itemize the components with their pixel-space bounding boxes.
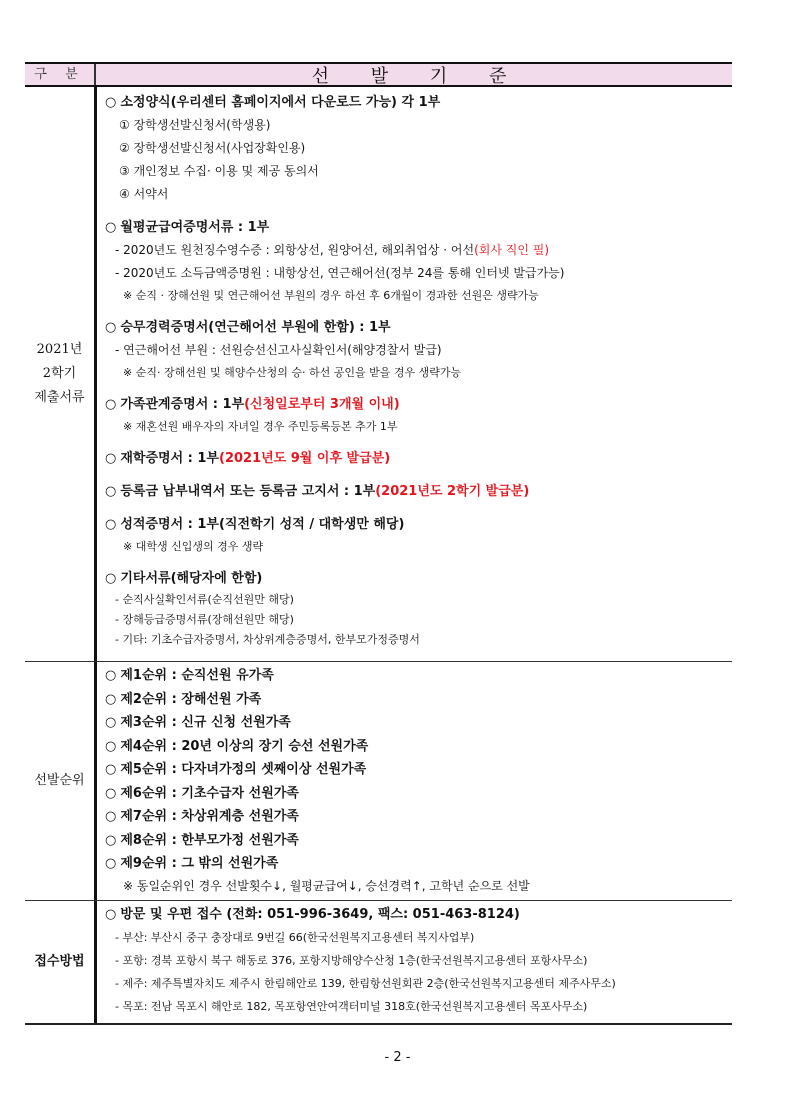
rank-item: ○ 제8순위 : 한부모가정 선원가족 <box>105 832 299 848</box>
forms-title: ○ 소정양식(우리센터 홈페이지에서 다운로드 가능) 각 1부 <box>105 95 441 110</box>
header-category: 구 분 <box>25 64 96 85</box>
rank-item: ○ 제5순위 : 다자녀가정의 셋째이상 선원가족 <box>105 762 367 777</box>
grades-note: ※ 대학생 신입생의 경우 생략 <box>123 540 264 553</box>
submission-row <box>25 900 732 1023</box>
ranking-row <box>25 661 732 900</box>
ranking-label: 선발순위 <box>25 662 97 900</box>
documents-label <box>25 87 97 661</box>
others-item: - 순직사실확인서류(순직선원만 해당) <box>115 593 294 606</box>
submission-address: - 부산: 부산시 중구 충장대로 9번길 66(한국선원복지고용센터 복지사업부) <box>115 931 475 944</box>
rank-item: ○ 제2순위 : 장해선원 가족 <box>105 691 262 707</box>
submission-label: 접수방법 <box>25 901 97 1023</box>
submission-address: - 포항: 경북 포항시 북구 해동로 376, 포항지방해양수산청 1층(한국선원복지고용센터 포항사무소) <box>115 954 588 967</box>
forms-item: ③ 개인정보 수집· 이용 및 제공 동의서 <box>119 164 319 178</box>
career-title: ○ 승무경력증명서(연근해어선 부원에 한함) : 1부 <box>105 320 391 335</box>
table-header-row <box>25 64 732 87</box>
others-item: - 장해등급증명서류(장해선원만 해당) <box>115 613 294 626</box>
forms-item: ① 장학생선발신청서(학생용) <box>119 118 271 132</box>
submission-address: - 제주: 제주특별자치도 제주시 한림해안로 139, 한림항선원회관 2층(한국선원복지고용센터 제주사무소) <box>115 977 616 990</box>
salary-line: - 2020년도 소득금액증명원 : 내항상선, 연근해어선(정부 24를 통해 인터넷 발급가능) <box>115 266 565 280</box>
salary-title: ○ 월평균급여증명서류 : 1부 <box>105 220 270 235</box>
grades-title: ○ 성적증명서 : 1부(직전학기 성적 / 대학생만 해당) <box>105 517 405 532</box>
page-number: - 2 - <box>384 1050 411 1065</box>
selection-criteria-table <box>25 62 732 1025</box>
submission-address: - 목포: 전남 목포시 해안로 182, 목포항연안여객터미널 318호(한국선원복지고용센터 목포사무소) <box>115 1000 588 1013</box>
rank-item: ○ 제6순위 : 기초수급자 선원가족 <box>105 785 299 801</box>
tuition-title: ○ 등록금 납부내역서 또는 등록금 고지서 : 1부(2021년도 2학기 발급분) <box>105 484 530 499</box>
documents-label-line3: 제출서류 <box>34 390 85 405</box>
rank-item: ○ 제1순위 : 순직선원 유가족 <box>105 668 274 683</box>
rank-item: ○ 제3순위 : 신규 신청 선원가족 <box>105 715 291 730</box>
family-title: ○ 가족관계증명서 : 1부(신청일로부터 3개월 이내) <box>105 397 400 412</box>
rank-item: ○ 제4순위 : 20년 이상의 장기 승선 선원가족 <box>105 738 369 754</box>
salary-note: ※ 순직 · 장해선원 및 연근해어선 부원의 경우 하선 후 6개월이 경과한 선원은 생략가능 <box>123 289 539 302</box>
submission-title: ○ 방문 및 우편 접수 (전화: 051-996-3649, 팩스: 051-463-8124) <box>105 907 520 922</box>
forms-item: ④ 서약서 <box>119 187 169 201</box>
forms-item: ② 장학생선발신청서(사업장확인용) <box>119 141 306 155</box>
salary-line: - 2020년도 원천징수영수증 : 외항상선, 원양어선, 해외취업상 · 어선(회사 직인 필) <box>115 243 550 257</box>
ranking-content <box>97 662 732 900</box>
career-line: - 연근해어선 부원 : 선원승선신고사실확인서(해양경찰서 발급) <box>115 343 442 357</box>
others-item: - 기타: 기초수급자증명서, 차상위계층증명서, 한부모가정증명서 <box>115 633 420 646</box>
others-title: ○ 기타서류(해당자에 한함) <box>105 571 263 586</box>
header-criteria: 선 발 기 준 <box>311 65 525 87</box>
rank-item: ○ 제9순위 : 그 밖의 선원가족 <box>105 856 279 871</box>
documents-label-line2: 2학기 <box>42 366 77 381</box>
ranking-note: ※ 동일순위인 경우 선발횟수↓, 월평균급여↓, 승선경력↑, 고학년 순으로 선발 <box>123 878 530 893</box>
documents-row <box>25 87 732 661</box>
documents-content <box>97 87 732 661</box>
career-note: ※ 순직· 장해선원 및 해양수산청의 승· 하선 공인을 받을 경우 생략가능 <box>123 366 462 379</box>
documents-label-line1: 2021년 <box>36 342 83 357</box>
submission-content <box>97 901 732 1023</box>
family-note: ※ 재혼선원 배우자의 자녀일 경우 주민등록등본 추가 1부 <box>123 420 398 433</box>
rank-item: ○ 제7순위 : 차상위계층 선원가족 <box>105 809 299 824</box>
enrollment-title: ○ 재학증명서 : 1부(2021년도 9월 이후 발급분) <box>105 451 391 466</box>
